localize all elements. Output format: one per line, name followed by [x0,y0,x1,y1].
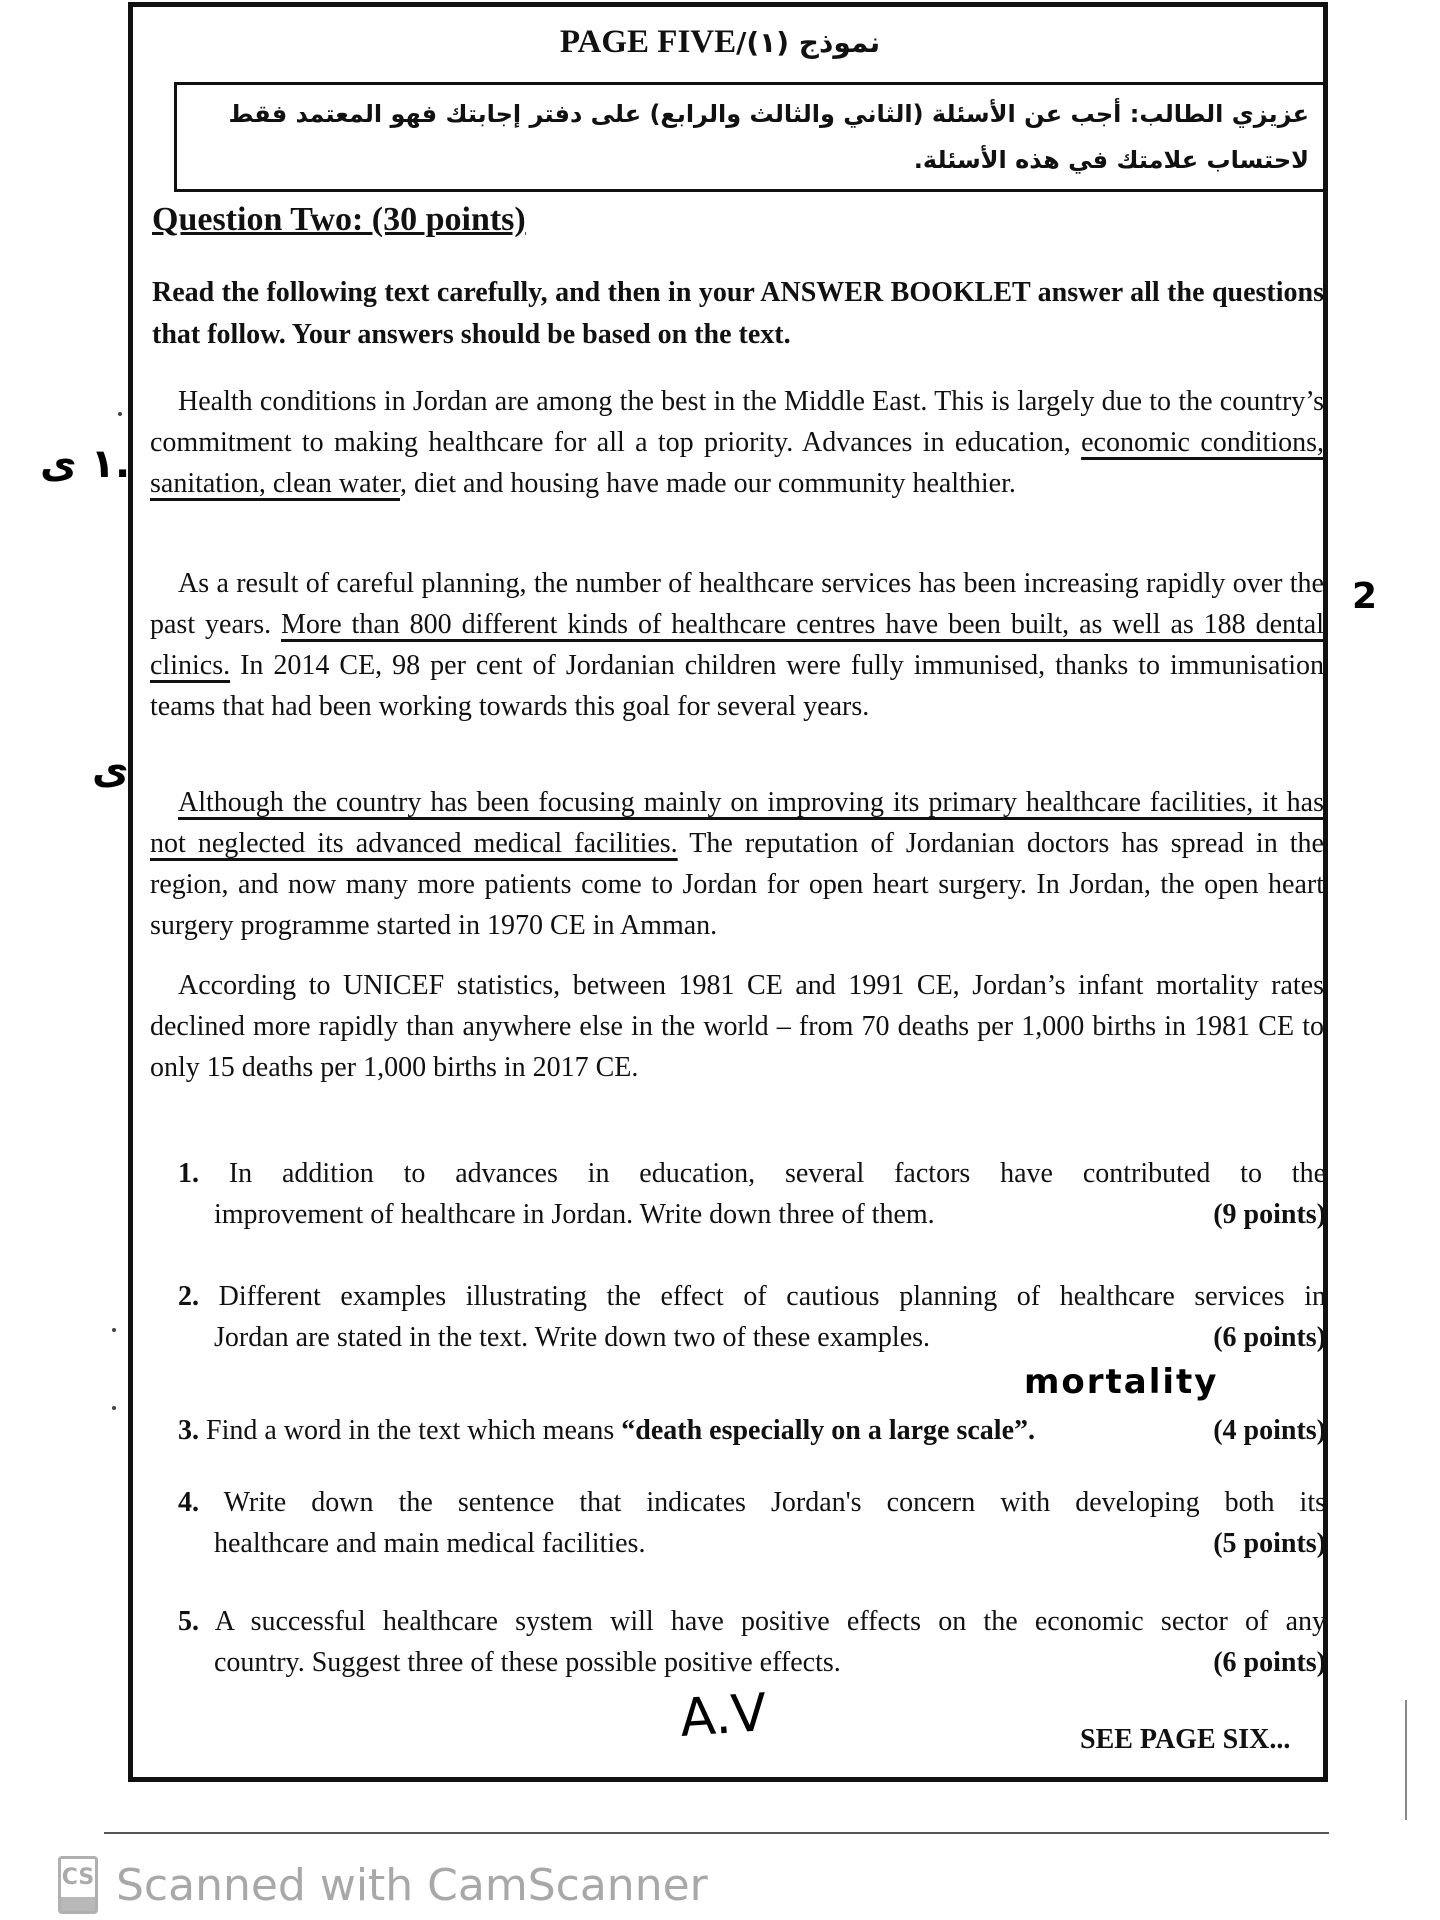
p2-text-after: In 2014 CE, 98 per cent of Jordanian children were fully immunised, thanks to immunisation teams that had been working towards this goal for several years. [150,650,1324,722]
question-points: (4 points) [1213,1415,1326,1446]
question-points: (6 points) [1213,1647,1326,1678]
question-points: (6 points) [1213,1322,1326,1353]
question-text-line1: Write down the sentence that indicates Jordan's concern with developing both its [223,1487,1326,1518]
question-number: 2. [178,1281,199,1312]
question-points: (9 points) [1213,1199,1326,1230]
model-label: نموذج (١)/ [736,26,881,59]
question-points: (5 points) [1213,1528,1326,1559]
margin-mark-3: ى [92,747,129,793]
p1-text-after: , diet and housing have made our community healthier. [400,468,1016,499]
page-header [0,24,1440,61]
margin-dot [112,1328,116,1332]
question-number: 4. [178,1487,199,1518]
question-number: 1. [178,1158,199,1189]
passage-paragraph-2 [150,563,1324,727]
passage-paragraph-1 [150,381,1324,504]
question-text-line1: Different examples illustrating the effect of cautious planning of healthcare services in [218,1281,1326,1312]
question-text-line2: country. Suggest three of these possible positive effects. [214,1647,841,1678]
question-text: Find a word in the text which means [206,1415,622,1446]
camscanner-logo-icon [58,1856,98,1914]
question-text-line1: In addition to advances in education, several factors have contributed to the [228,1158,1327,1189]
arabic-instruction-text: عزيزي الطالب: أجب عن الأسئلة (الثاني والثالث والرابع) على دفتر إجابتك فهو المعتمد فقط لاحتساب علامتك في هذه الأسئلة. [228,100,1309,174]
question-item-1 [178,1153,1326,1235]
student-instruction-box [174,82,1326,192]
question-definition: “death especially on a large scale”. [621,1415,1035,1446]
passage-paragraph-4 [150,965,1324,1088]
margin-mark-1: ١ ى. [40,441,131,487]
question-text-line1: A successful healthcare system will have positive effects on the economic sector of any [214,1606,1326,1637]
question-text-line2: Jordan are stated in the text. Write down two of these examples. [214,1322,931,1353]
question-item-3 [178,1410,1326,1451]
passage-paragraph-3 [150,782,1324,946]
p2-text-before: As a result of careful planning, the number of healthcare services has been increasing rapidly over the past years. [150,568,1324,640]
question-item-5 [178,1601,1326,1683]
p3-text-after: The reputation of Jordanian doctors has spread in the region, and now many more patients come to Jordan for open heart surgery. In Jordan, the open heart surgery programme started in 1970 CE in Amman. [150,828,1324,941]
scanner-watermark [58,1856,708,1914]
p1-underlined-text: economic conditions, sanitation, clean water [150,427,1324,499]
p3-underlined-text: Although the country has been focusing mainly on improving its primary healthcare facilities, it has not neglected its advanced medical facilities. [150,787,1324,859]
see-next-page: SEE PAGE SIX... [1080,1724,1291,1755]
question-text-line2: improvement of healthcare in Jordan. Write down three of them. [214,1199,935,1230]
handwritten-answer: mortality [1024,1362,1219,1402]
margin-dot [112,1406,116,1410]
question-item-2 [178,1276,1326,1358]
question-number: 3. [178,1415,199,1446]
reading-instructions: Read the following text carefully, and then in your ANSWER BOOKLET answer all the questions that follow. Your answers should be based on the text. [152,277,1324,350]
question-item-4 [178,1482,1326,1564]
margin-mark-2: 2 [1352,576,1378,617]
page-label: PAGE FIVE [559,24,737,60]
p4-text: According to UNICEF statistics, between 1981 CE and 1991 CE, Jordan’s infant mortality rates declined more rapidly than anywhere else in the world – from 70 deaths per 1,000 births in 1981 CE to only 15 deaths per 1,000 births in 2017 CE. [150,970,1324,1083]
logo-text: CS [61,1865,95,1890]
p2-underlined-text: More than 800 different kinds of healthcare centres have been built, as well as 188 dental clinics. [150,609,1324,681]
handwritten-initials: A.V [678,1683,769,1749]
p1-text-before: Health conditions in Jordan are among the best in the Middle East. This is largely due to the country’s commitment to making healthcare for all a top priority. Advances in education, [150,386,1324,458]
question-number: 5. [178,1606,199,1637]
question-title: Question Two: (30 points) [152,201,526,238]
question-text-line2: healthcare and main medical facilities. [214,1528,646,1559]
watermark-text: Scanned with CamScanner [116,1859,708,1911]
paper-edge-bottom [104,1832,1329,1834]
margin-dot [118,412,122,416]
paper-edge-right [1405,1700,1407,1820]
